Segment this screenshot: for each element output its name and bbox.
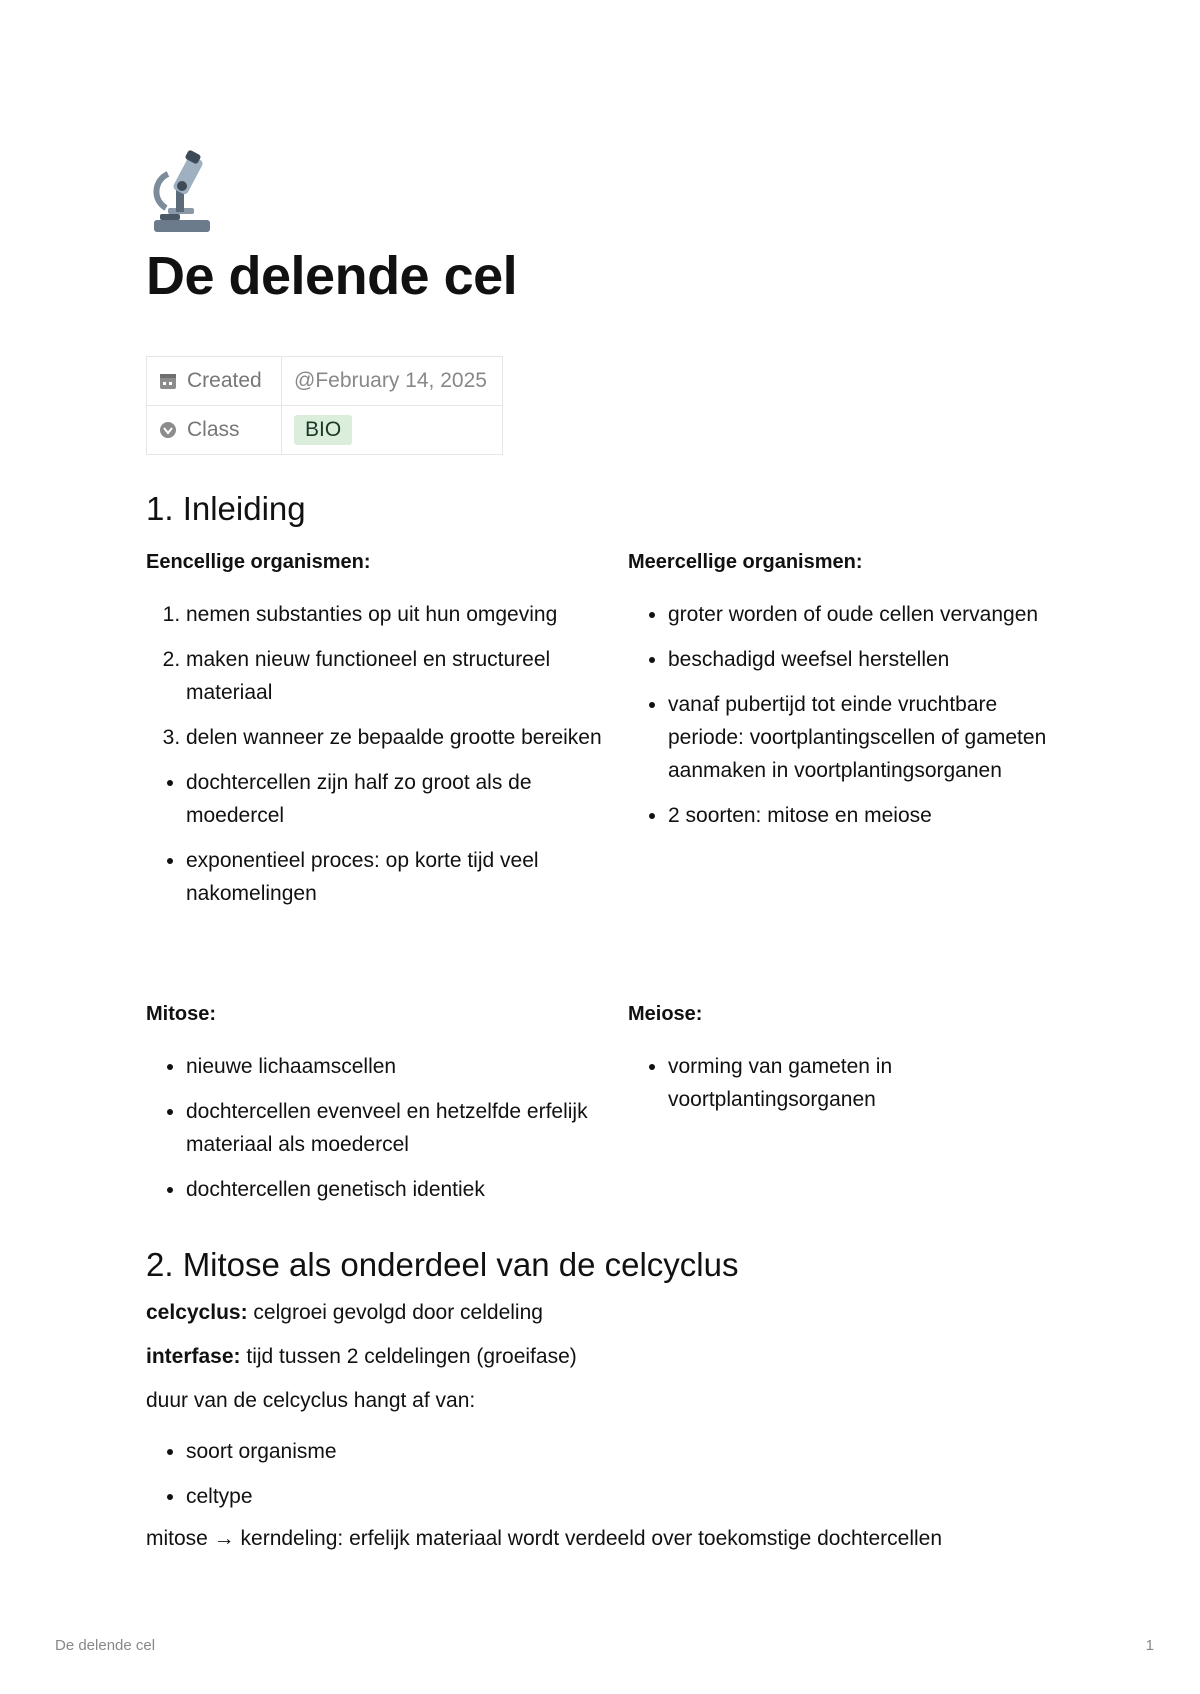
column-mitose (146, 1003, 628, 1218)
mitose-bullet-list (146, 1050, 628, 1206)
list-item: 1. nemen substanties op uit hun omgeving (186, 598, 628, 631)
list-item: 2. maken nieuw functioneel en structureel materiaal (186, 643, 628, 709)
list-item: • nieuwe lichaamscellen (186, 1050, 628, 1083)
column-meercellig (628, 551, 1056, 922)
property-value-created[interactable]: @February 14, 2025 (282, 357, 503, 406)
interfase-definition (146, 1345, 577, 1369)
meiose-bullet-list (628, 1050, 1056, 1116)
term: celcyclus: (146, 1301, 248, 1324)
column-eencellig (146, 551, 628, 922)
definition: celgroei gevolgd door celdeling (253, 1301, 543, 1324)
mitose-heading: Mitose: (146, 1003, 216, 1025)
footer-title: De delende cel (55, 1637, 156, 1654)
microscope-icon (146, 150, 216, 238)
meercellig-heading: Meercellige organismen: (628, 551, 863, 573)
duur-bullet-list (146, 1435, 886, 1525)
page-content (146, 150, 1056, 1550)
section-heading-inleiding: 1. Inleiding (146, 490, 306, 527)
list-item: • soort organisme (186, 1435, 886, 1468)
mitose-line: mitose → kerndeling: erfelijk materiaal wordt verdeeld over toekomstige dochtercellen (146, 1527, 943, 1550)
eencellig-numbered-list (146, 598, 628, 754)
property-row-class[interactable] (147, 406, 503, 455)
list-item: • dochtercellen genetisch identiek (186, 1173, 628, 1206)
list-item: • vorming van gameten in voortplantingsorganen (668, 1050, 1056, 1116)
columns-organismen (146, 551, 1056, 922)
meercellig-bullet-list (628, 598, 1056, 832)
property-key: Created (187, 369, 262, 392)
section-heading-mitose-celcyclus: 2. Mitose als onderdeel van de celcyclus (146, 1246, 739, 1283)
meiose-heading: Meiose: (628, 1003, 703, 1025)
property-row-created[interactable] (147, 357, 503, 406)
list-item: • beschadigd weefsel herstellen (668, 643, 1056, 676)
list-item: • vanaf pubertijd tot einde vruchtbare periode: voortplantingscellen of gameten aanmaken in voortplantingsorganen (668, 688, 1056, 787)
list-item: 3. delen wanneer ze bepaalde grootte bereiken (186, 721, 628, 754)
definition: tijd tussen 2 celdelingen (groeifase) (246, 1345, 577, 1368)
column-meiose (628, 1003, 1056, 1218)
list-item: • exponentieel proces: op korte tijd veel nakomelingen (186, 844, 628, 910)
footer-page-number: 1 (1145, 1637, 1154, 1654)
calendar-icon (159, 372, 177, 390)
class-tag[interactable]: BIO (294, 415, 352, 445)
list-item: • 2 soorten: mitose en meiose (668, 799, 1056, 832)
properties-table (146, 356, 503, 455)
select-icon (159, 421, 177, 439)
celcyclus-definition (146, 1301, 543, 1325)
list-item: • groter worden of oude cellen vervangen (668, 598, 1056, 631)
property-key: Class (187, 418, 240, 441)
list-item: • dochtercellen evenveel en hetzelfde erfelijk materiaal als moedercel (186, 1095, 628, 1161)
term: interfase: (146, 1345, 241, 1368)
list-item: • dochtercellen zijn half zo groot als de moedercel (186, 766, 628, 832)
eencellig-bullet-list (146, 766, 628, 910)
page-title: De delende cel (146, 246, 518, 306)
eencellig-heading: Eencellige organismen: (146, 551, 371, 573)
list-item: • celtype (186, 1480, 886, 1513)
columns-mitose-meiose (146, 1003, 1056, 1218)
duur-text: duur van de celcyclus hangt af van: (146, 1389, 476, 1412)
